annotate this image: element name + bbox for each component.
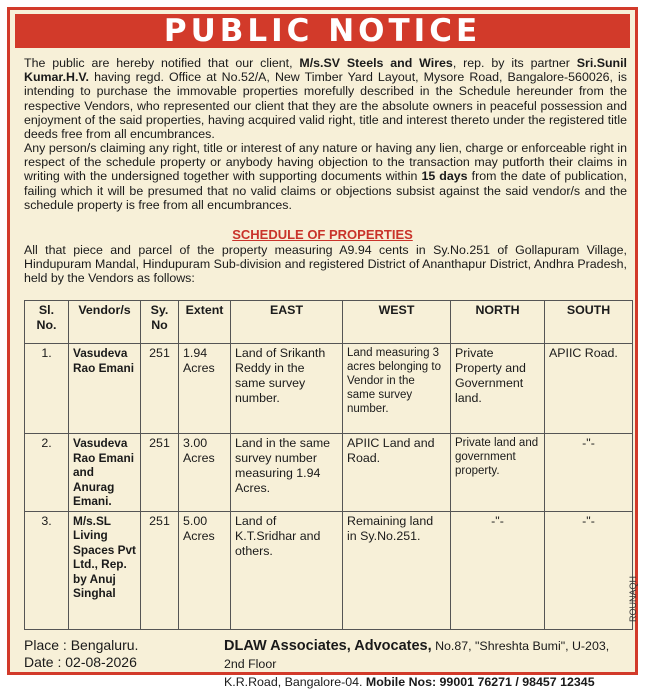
cell-south: APIIC Road. [545, 344, 633, 434]
cell-south: -"- [545, 511, 633, 629]
client-name: M/s.SV Steels and Wires [299, 56, 453, 70]
cell-extent: 3.00 Acres [179, 434, 231, 512]
schedule-table [24, 300, 633, 630]
claims-text-2: from the date of publication, failing which it will be presumed that no valid claims or objections subsist against the said vendor/s and the schedule property is free from all encumbrances. [24, 169, 628, 212]
header-extent: Extent [179, 301, 231, 344]
table-row [25, 344, 633, 434]
cell-vendor: M/s.SL Living Spaces Pvt Ltd., Rep. by Anuj Singhal [69, 511, 141, 629]
footer-place: Place : Bengaluru. [24, 637, 139, 653]
intro-paragraph [24, 56, 627, 141]
cell-sy-no: 251 [141, 344, 179, 434]
intro-text-2: , rep. by its partner [452, 56, 577, 70]
public-notice [7, 7, 639, 689]
cell-south: -"- [545, 434, 633, 512]
header-west: WEST [343, 301, 451, 344]
cell-extent: 1.94 Acres [179, 344, 231, 434]
footer-line-1 [224, 637, 632, 673]
cell-sy-no: 251 [141, 511, 179, 629]
footer-date: Date : 02-08-2026 [24, 654, 137, 670]
claims-text-1: Any person/s claiming any right, title or interest of any nature or having any lien, charge or enforceable right in respect of the schedule property or anybody having objection to the transaction may putforth their claims in writing with the undersigned together with supporting documents within [24, 141, 627, 184]
cell-sl-no: 2. [25, 434, 69, 512]
claims-days: 15 days [421, 169, 468, 184]
header-vendors: Vendor/s [69, 301, 141, 344]
footer-line-2 [224, 673, 632, 691]
cell-west: Land measuring 3 acres belonging to Vendor in the same survey number. [343, 344, 451, 434]
cell-west: Remaining land in Sy.No.251. [343, 511, 451, 629]
cell-extent: 5.00 Acres [179, 511, 231, 629]
table-row [25, 434, 633, 512]
schedule-description: All that piece and parcel of the property measuring A9.94 cents in Sy.No.251 of Gollapuram Village, Hindupuram Mandal, Hindupuram Sub-division and registered District of Ananthapur District, Andhra Pradesh, held by the Vendors as follows: [24, 243, 627, 286]
cell-vendor: Vasudeva Rao Emani [69, 344, 141, 434]
claims-paragraph [24, 141, 627, 212]
cell-east: Land in the same survey number measuring 1.94 Acres. [231, 434, 343, 512]
notice-title: PUBLIC NOTICE [15, 14, 630, 48]
footer-advocate [224, 637, 632, 691]
advocate-firm: DLAW Associates, Advocates, [224, 638, 432, 654]
table-row [25, 511, 633, 629]
header-sl-no: Sl. No. [25, 301, 69, 344]
header-south: SOUTH [545, 301, 633, 344]
side-credit-label: ROUNAQH [628, 575, 639, 623]
cell-west: APIIC Land and Road. [343, 434, 451, 512]
side-credit [628, 570, 648, 630]
header-sy-no: Sy. No [141, 301, 179, 344]
table-header-row [25, 301, 633, 344]
cell-sl-no: 1. [25, 344, 69, 434]
cell-north: Private Property and Government land. [451, 344, 545, 434]
header-east: EAST [231, 301, 343, 344]
advocate-address-1: No.87, "Shreshta Bumi", U-203, 2nd Floor [224, 639, 610, 671]
intro-text-1: The public are hereby notified that our client, [24, 56, 300, 70]
cell-east: Land of Srikanth Reddy in the same survey number. [231, 344, 343, 434]
schedule-title: SCHEDULE OF PROPERTIES [232, 227, 413, 242]
cell-north: Private land and government property. [451, 434, 545, 512]
intro-text-3: having regd. Office at No.52/A, New Timber Yard Layout, Mysore Road, Bangalore-560026, is intending to purchase the immovable properties morefully described in the Schedule hereunder from the respective Vendors, who represented our client that they are the absolute owners in peaceful possession and enjoyment of the said properties, having acquired valid right, title and interest thereto under the registered title deeds free from all encumbrances. [24, 70, 627, 142]
cell-vendor: Vasudeva Rao Emani and Anurag Emani. [69, 434, 141, 512]
partner-name: Sri.Sunil Kumar.H.V. [24, 56, 627, 85]
advocate-address-2: K.R.Road, Bangalore-04. [224, 675, 366, 689]
cell-east: Land of K.T.Sridhar and others. [231, 511, 343, 629]
header-north: NORTH [451, 301, 545, 344]
footer-place-date [24, 637, 138, 671]
cell-sy-no: 251 [141, 434, 179, 512]
cell-sl-no: 3. [25, 511, 69, 629]
cell-north: -"- [451, 511, 545, 629]
advocate-mobile: Mobile Nos: 99001 76271 / 98457 12345 [365, 675, 595, 689]
